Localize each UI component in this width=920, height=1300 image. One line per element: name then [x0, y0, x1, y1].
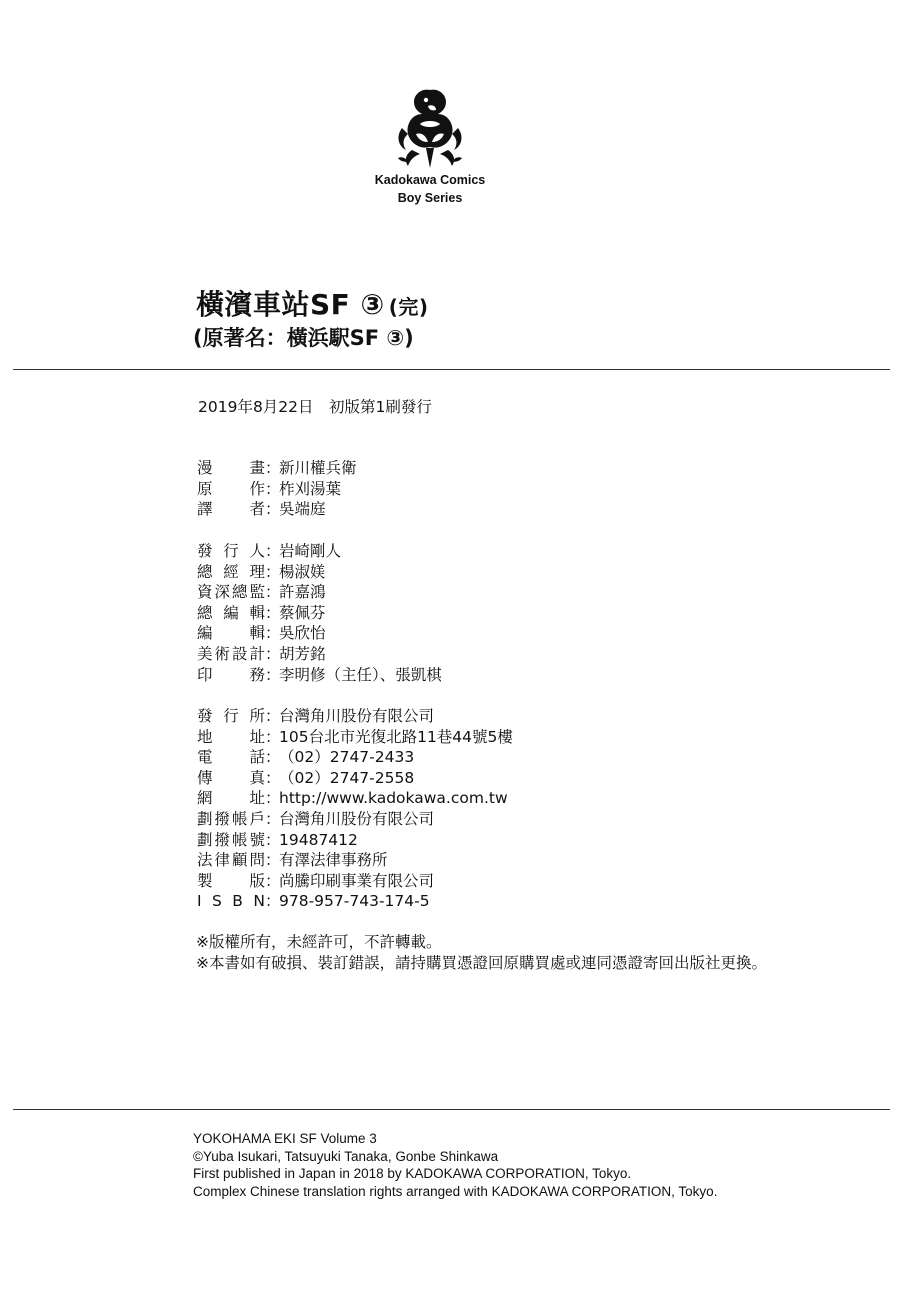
notes — [196, 932, 767, 974]
publication-date: 2019年8月22日 初版第1刷發行 — [198, 398, 432, 416]
colophon-line: YOKOHAMA EKI SF Volume 3 — [193, 1131, 377, 1146]
staff-value: 許嘉鴻 — [279, 583, 326, 602]
book-title-text: 橫濱車站SF ③ — [196, 288, 385, 321]
staff-row — [197, 582, 442, 603]
publisher_info-label: 網 址 — [197, 789, 265, 808]
credits-value: 柞刈湯葉 — [279, 479, 342, 498]
staff-label: 總 經 理 — [197, 562, 265, 581]
publisher_info-row — [197, 788, 513, 809]
label-separator: ： — [265, 644, 281, 663]
staff-label: 發 行 人 — [197, 542, 265, 560]
publisher_info-row — [197, 809, 513, 830]
publisher_info-value: 19487412 — [279, 830, 358, 849]
publisher_info-value: 105台北市光復北路11巷44號5樓 — [279, 727, 513, 746]
staff-label: 總 編 輯 — [197, 603, 265, 622]
publisher_info-label: 製 版 — [197, 871, 265, 890]
publisher_info-row — [197, 891, 513, 912]
label-separator: ： — [265, 809, 281, 828]
staff-row — [197, 665, 442, 686]
publisher_info-row — [197, 830, 513, 851]
label-separator: ： — [265, 562, 281, 581]
publisher-logo — [370, 84, 490, 206]
publisher_info-value: （02）2747-2433 — [279, 748, 415, 767]
staff-label: 美 術 設 計 — [197, 644, 265, 663]
note-line: ※版權所有，未經許可，不許轉載。 — [196, 933, 442, 951]
credits-value: 吳端庭 — [279, 500, 326, 519]
staff-label: 印 務 — [197, 665, 265, 684]
staff-label: 編 輯 — [197, 624, 265, 643]
colophon-line: Complex Chinese translation rights arranged with KADOKAWA CORPORATION, Tokyo. — [193, 1183, 718, 1199]
staff-label: 資 深 總 監 — [197, 583, 265, 602]
label-separator: ： — [265, 892, 281, 911]
divider-top — [13, 369, 890, 370]
publisher_info-row — [197, 850, 513, 871]
publisher_info-label: 劃 撥 帳 戶 — [197, 809, 265, 828]
label-separator: ： — [265, 707, 281, 725]
imprint-line-2: Boy Series — [397, 191, 463, 205]
staff-row — [197, 562, 442, 583]
book-title — [196, 283, 429, 323]
publisher_info-label: 傳 真 — [197, 768, 265, 787]
label-separator: ： — [265, 479, 281, 498]
publisher_info-row — [197, 747, 513, 768]
staff-value: 胡芳銘 — [279, 644, 326, 663]
publisher_info-value: 有澤法律事務所 — [279, 851, 388, 870]
note-line: ※本書如有破損、裝訂錯誤，請持購買憑證回原購買處或連同憑證寄回出版社更換。 — [196, 954, 767, 972]
label-separator: ： — [265, 768, 281, 787]
publisher_info-value: （02）2747-2558 — [279, 768, 415, 787]
publisher_info-label: I S B N — [197, 892, 265, 911]
staff-value: 李明修（主任）、張凱棋 — [279, 665, 442, 684]
imprint-line-1: Kadokawa Comics — [374, 173, 486, 187]
credits-label: 譯 者 — [197, 500, 265, 519]
label-separator: ： — [265, 500, 281, 519]
credits-row — [197, 479, 357, 500]
publisher_info-row — [197, 727, 513, 748]
credits-value: 新川權兵衛 — [279, 459, 357, 477]
label-separator: ： — [265, 851, 281, 870]
label-separator: ： — [265, 871, 281, 890]
staff-value: 岩崎剛人 — [279, 542, 342, 560]
divider-bottom — [13, 1109, 890, 1110]
publisher_info-row — [197, 706, 513, 727]
book-title-suffix: (完) — [388, 295, 429, 319]
publisher-info-list — [197, 706, 513, 912]
phoenix-logo-icon — [392, 84, 468, 170]
credits-row — [197, 458, 357, 479]
publisher_info-label: 劃 撥 帳 號 — [197, 830, 265, 849]
colophon — [193, 1130, 717, 1200]
label-separator: ： — [265, 583, 281, 602]
label-separator: ： — [265, 665, 281, 684]
publisher_info-value: 台灣角川股份有限公司 — [279, 707, 435, 725]
publisher_info-value: http://www.kadokawa.com.tw — [279, 789, 508, 808]
label-separator: ： — [265, 459, 281, 477]
publisher_info-value: 978-957-743-174-5 — [279, 892, 430, 911]
publisher_info-label: 法 律 顧 問 — [197, 851, 265, 870]
label-separator: ： — [265, 789, 281, 808]
credits-label: 漫 畫 — [197, 459, 265, 477]
staff-value: 吳欣怡 — [279, 624, 326, 643]
publisher_info-row — [197, 871, 513, 892]
staff-row — [197, 623, 442, 644]
label-separator: ： — [265, 830, 281, 849]
staff-value: 楊淑媄 — [279, 562, 326, 581]
publisher_info-value: 台灣角川股份有限公司 — [279, 809, 435, 828]
publisher_info-label: 發 行 所 — [197, 707, 265, 725]
publisher_info-row — [197, 768, 513, 789]
publisher_info-label: 電 話 — [197, 748, 265, 767]
staff-value: 蔡佩芬 — [279, 603, 326, 622]
staff-list — [197, 541, 442, 685]
label-separator: ： — [265, 603, 281, 622]
staff-row — [197, 541, 442, 562]
colophon-line: ©Yuba Isukari, Tatsuyuki Tanaka, Gonbe Shinkawa — [193, 1148, 499, 1164]
credits-row — [197, 499, 357, 520]
credits-label: 原 作 — [197, 479, 265, 498]
colophon-line: First published in Japan in 2018 by KADOKAWA CORPORATION, Tokyo. — [193, 1166, 632, 1181]
credits-list — [197, 458, 357, 520]
publisher_info-label: 地 址 — [197, 727, 265, 746]
staff-row — [197, 603, 442, 624]
staff-row — [197, 644, 442, 665]
label-separator: ： — [265, 748, 281, 767]
label-separator: ： — [265, 624, 281, 643]
label-separator: ： — [265, 542, 281, 560]
publisher_info-value: 尚騰印刷事業有限公司 — [279, 871, 435, 890]
original-title: (原著名：橫浜駅SF ③) — [193, 326, 414, 350]
label-separator: ： — [265, 727, 281, 746]
